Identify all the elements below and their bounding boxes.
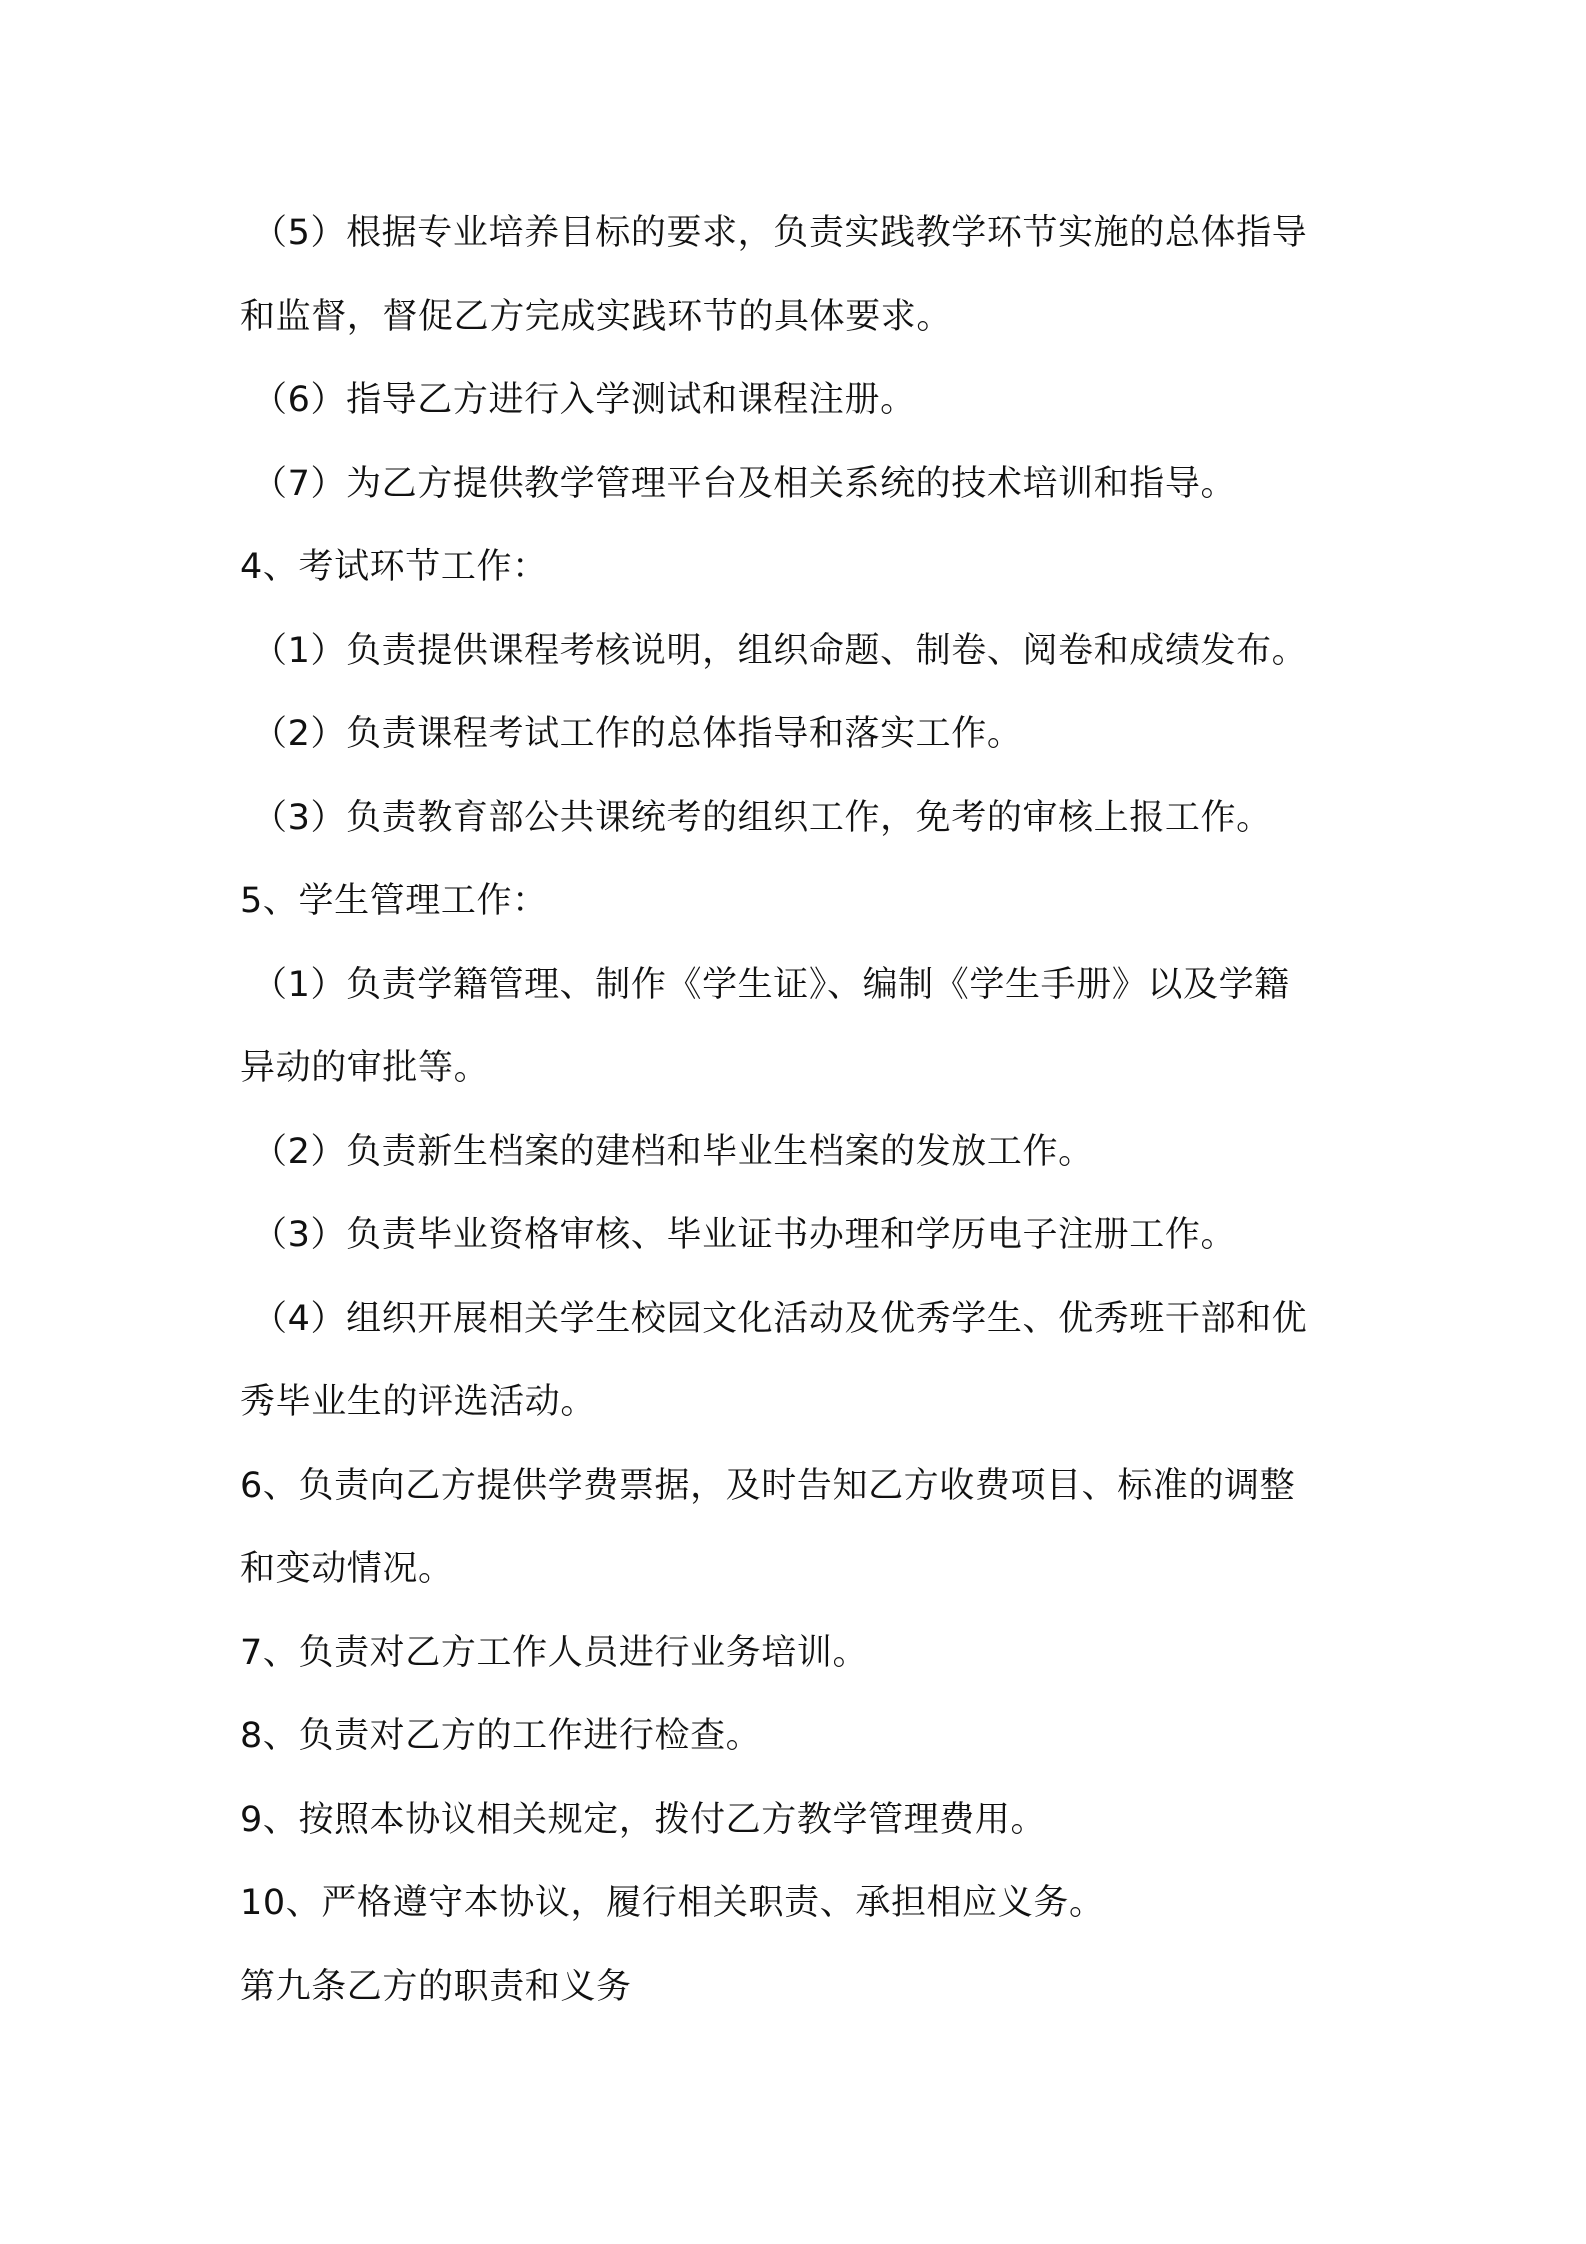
section-6-text-line-1: 6、负责向乙方提供学费票据，及时告知乙方收费项目、标准的调整	[240, 1465, 1296, 1506]
section-4-heading: 4、考试环节工作：	[240, 547, 548, 587]
student-item-2-text: （2）负责新生档案的建档和毕业生档案的发放工作。	[252, 1131, 1094, 1172]
item-5-text-line-2: 和监督，督促乙方完成实践环节的具体要求。	[240, 296, 953, 337]
section-7-text: 7、负责对乙方工作人员进行业务培训。	[240, 1632, 869, 1673]
exam-item-2-text: （2）负责课程考试工作的总体指导和落实工作。	[252, 714, 1023, 754]
exam-item-3-text: （3）负责教育部公共课统考的组织工作，免考的审核上报工作。	[252, 797, 1272, 838]
section-9-text: 9、按照本协议相关规定，拨付乙方教学管理费用。	[240, 1799, 1047, 1840]
item-6-text: （6）指导乙方进行入学测试和课程注册。	[252, 380, 916, 420]
section-6-text-line-2: 和变动情况。	[240, 1549, 454, 1589]
student-item-3-text: （3）负责毕业资格审核、毕业证书办理和学历电子注册工作。	[252, 1215, 1237, 1255]
item-5-text-line-1: （5）根据专业培养目标的要求，负责实践教学环节实施的总体指导	[252, 213, 1308, 253]
document-body	[240, 192, 1360, 2029]
section-8-text: 8、负责对乙方的工作进行检查。	[240, 1716, 762, 1756]
article-9-heading: 第九条乙方的职责和义务	[240, 1966, 632, 2007]
exam-item-1-text: （1）负责提供课程考核说明，组织命题、制卷、阅卷和成绩发布。	[252, 630, 1308, 671]
item-7-text: （7）为乙方提供教学管理平台及相关系统的技术培训和指导。	[252, 463, 1237, 504]
section-10-text: 10、严格遵守本协议，履行相关职责、承担相应义务。	[240, 1883, 1105, 1923]
student-item-1-text-line-1: （1）负责学籍管理、制作《学生证》、编制《学生手册》以及学籍	[252, 964, 1290, 1005]
student-item-4-text-line-2: 秀毕业生的评选活动。	[240, 1382, 597, 1422]
section-5-heading: 5、学生管理工作：	[240, 881, 548, 921]
student-item-4-text-line-1: （4）组织开展相关学生校园文化活动及优秀学生、优秀班干部和优	[252, 1298, 1308, 1339]
student-item-1-text-line-2: 异动的审批等。	[240, 1048, 490, 1088]
